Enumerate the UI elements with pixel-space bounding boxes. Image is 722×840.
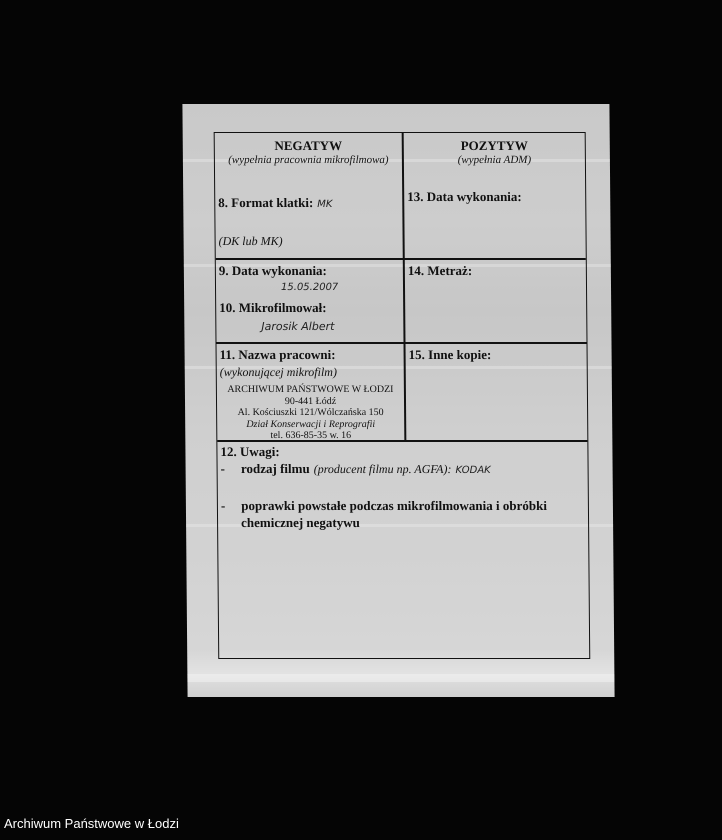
remark-film-type <box>221 460 491 478</box>
field-12-cell <box>217 442 589 658</box>
field-8 <box>218 194 332 212</box>
bullet: - <box>220 498 226 513</box>
archive-caption: Archiwum Państwowe w Łodzi <box>4 816 179 831</box>
institution-stamp <box>217 384 405 442</box>
field-8-label: 8. Format klatki: <box>218 195 314 210</box>
negatyw-subtitle: (wypełnia pracownia mikrofilmowa) <box>228 154 389 166</box>
remark-1-italic: (producent filmu np. AGFA): <box>313 462 452 476</box>
document-page <box>182 104 614 697</box>
stamp-line: Dział Konserwacji i Reprografii <box>246 418 376 430</box>
field-15-label: 15. Inne kopie: <box>408 347 492 362</box>
pozytyw-title: POZYTYW <box>460 138 528 153</box>
field-9-label: 9. Data wykonania: <box>218 263 327 278</box>
field-10-label: 10. Mikrofilmował: <box>219 300 327 315</box>
field-11-cell <box>217 344 405 440</box>
field-14-label: 14. Metraż: <box>407 263 473 278</box>
stamp-line: ARCHIWUM PAŃSTWOWE W ŁODZI <box>227 384 394 395</box>
field-9-10-cell <box>216 260 404 342</box>
field-14-cell <box>405 260 587 342</box>
remark-2-line-1: poprawki powstałe podczas mikrofilmowania i obróbki <box>241 498 547 513</box>
field-11-label: 11. Nazwa pracowni: <box>219 347 336 362</box>
stamp-line: 90-441 Łódź <box>284 395 337 407</box>
negatyw-cell <box>215 133 403 258</box>
field-9-value: 15.05.2007 <box>280 282 339 293</box>
field-15-cell <box>406 344 588 440</box>
remark-1-bold: rodzaj filmu <box>240 461 310 476</box>
remark-2-line-2: chemicznej negatywu <box>240 515 360 530</box>
pozytyw-subtitle: (wypełnia ADM) <box>457 154 532 166</box>
field-8-value: MK <box>317 199 333 210</box>
field-10-signature: Jarosik Albert <box>261 320 335 333</box>
remark-corrections <box>221 497 547 531</box>
field-8-hint: (DK lub MK) <box>218 234 283 248</box>
negatyw-title: NEGATYW <box>274 138 343 153</box>
pozytyw-cell <box>404 133 586 258</box>
stamp-line: Al. Kościuszki 121/Wólczańska 150 <box>237 407 384 418</box>
scan-artifact <box>187 674 614 682</box>
bullet: - <box>220 461 226 476</box>
field-12-label: 12. Uwagi: <box>220 444 280 459</box>
stamp-line: tel. 636-85-35 w. 16 <box>270 430 352 441</box>
form-table <box>214 132 591 659</box>
remark-1-value: KODAK <box>455 465 491 476</box>
field-11-hint: (wykonującej mikrofilm) <box>219 365 337 379</box>
field-13-label: 13. Data wykonania: <box>407 189 522 204</box>
